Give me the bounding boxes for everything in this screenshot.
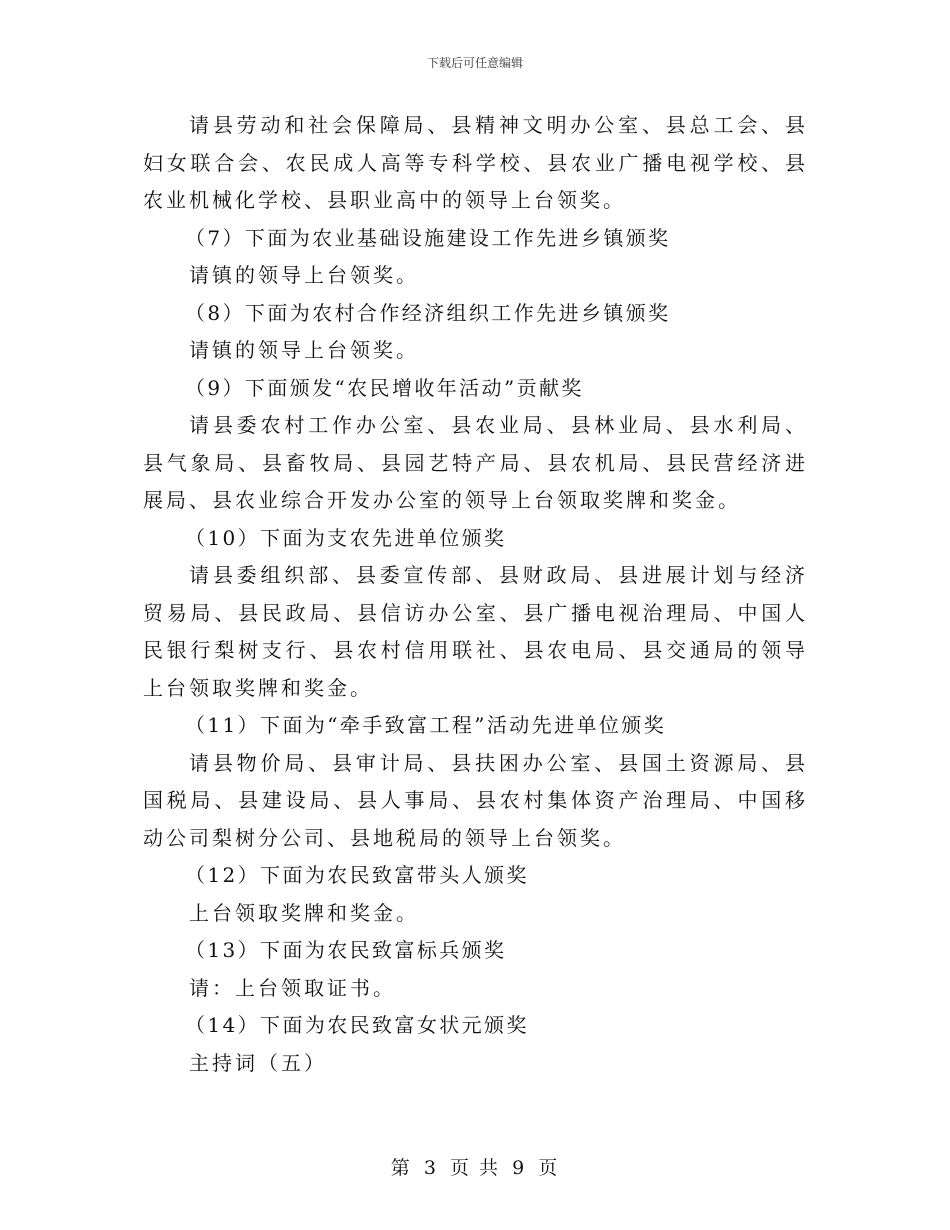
list-item-heading: （13）下面为农民致富标兵颁奖 [185, 938, 507, 962]
page-footer [0, 1153, 950, 1180]
page-header: 下载后可任意编辑 [426, 56, 523, 70]
list-item-heading: （11）下面为“牵手致富工程”活动先进单位颁奖 [185, 713, 667, 737]
list-item-heading: （14）下面为农民致富女状元颁奖 [185, 1013, 529, 1037]
paragraph: 请县物价局、县审计局、县扶困办公室、县国土资源局、县国税局、县建设局、县人事局、县农村集体资产治理局、中国移动公司梨树分公司、县地税局的领导上台领奖。 [143, 750, 808, 850]
total-pages-number: 9 [512, 1157, 527, 1179]
document-body [143, 107, 808, 1082]
paragraph: 请县委组织部、县委宣传部、县财政局、县进展计划与经济贸易局、县民政局、县信访办公室、县广播电视治理局、中国人民银行梨树支行、县农村信用联社、县农电局、县交通局的领导上台领取奖牌和奖金。 [143, 563, 808, 700]
paragraph: 请县委农村工作办公室、县农业局、县林业局、县水利局、县气象局、县畜牧局、县园艺特产局、县农机局、县民营经济进展局、县农业综合开发办公室的领导上台领取奖牌和奖金。 [143, 413, 808, 512]
paragraph: 请镇的领导上台领奖。 [189, 263, 419, 287]
current-page-number: 3 [423, 1157, 438, 1179]
section-title: 主持词（五） [189, 1050, 327, 1075]
list-item-heading: （12）下面为农民致富带头人颁奖 [185, 863, 529, 887]
paragraph: 请：上台领取证书。 [189, 975, 396, 1000]
paragraph: 请镇的领导上台领奖。 [189, 338, 419, 362]
list-item-heading: （9）下面颁发“农民增收年活动”贡献奖 [185, 375, 584, 400]
paragraph: 请县劳动和社会保障局、县精神文明办公室、县总工会、县妇女联合会、农民成人高等专科学校、县农业广播电视学校、县农业机械化学校、县职业高中的领导上台领奖。 [143, 113, 808, 212]
list-item-heading: （8）下面为农村合作经济组织工作先进乡镇颁奖 [185, 300, 671, 325]
footer-prefix: 第 [390, 1157, 412, 1179]
list-item-heading: （7）下面为农业基础设施建设工作先进乡镇颁奖 [185, 225, 671, 250]
list-item-heading: （10）下面为支农先进单位颁奖 [185, 525, 507, 550]
footer-suffix: 页 [538, 1157, 560, 1179]
footer-middle: 页 共 [449, 1157, 501, 1179]
paragraph: 上台领取奖牌和奖金。 [189, 900, 419, 925]
